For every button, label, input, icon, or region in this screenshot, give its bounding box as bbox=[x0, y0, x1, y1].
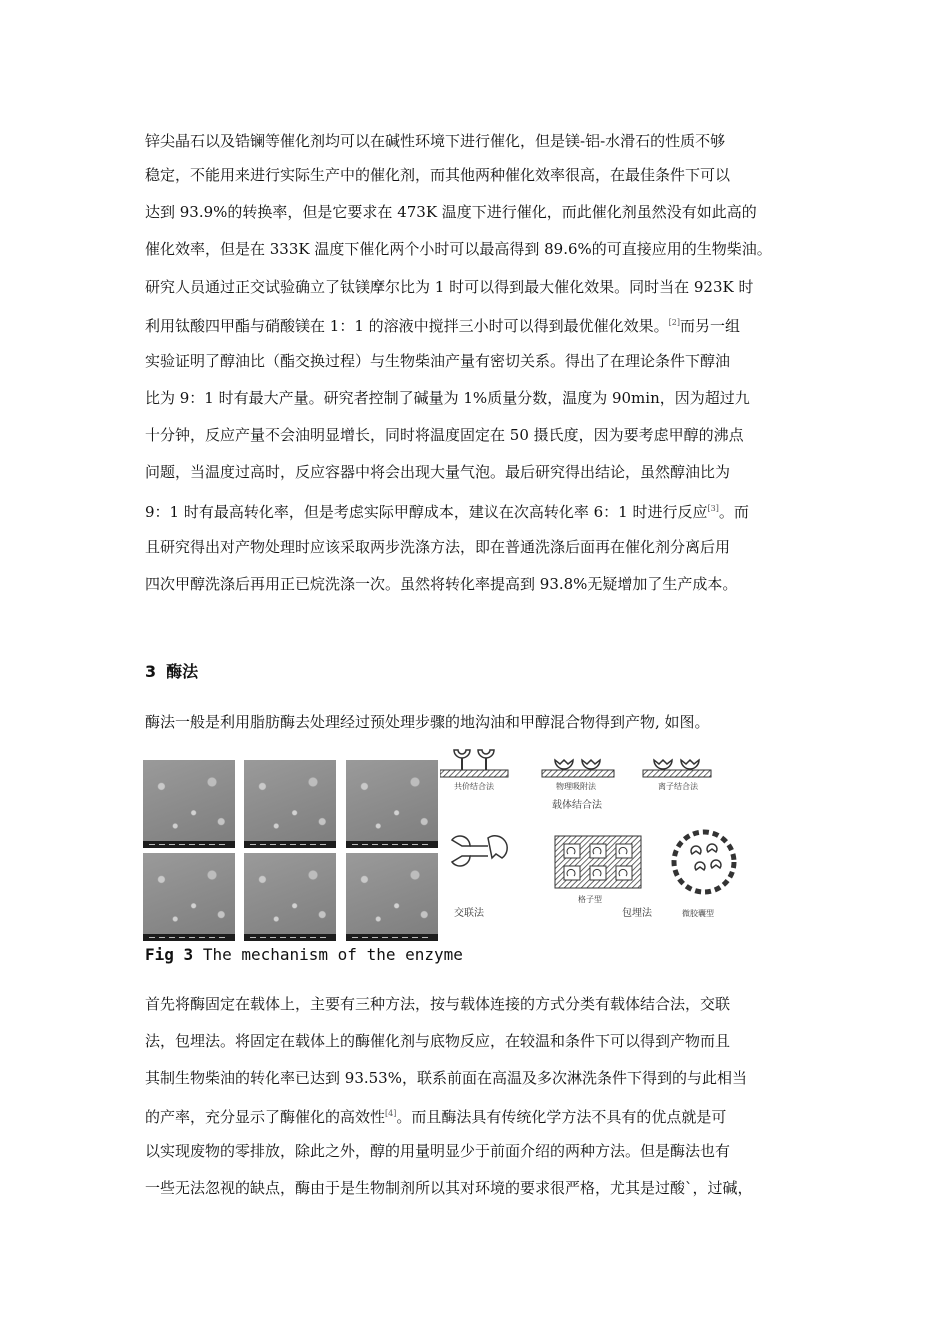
text-line bbox=[145, 313, 740, 336]
text-line: 十分钟，反应产量不会油明显增长，同时将温度固定在 50 摄氏度，因为要考虑甲醇的沸点 bbox=[145, 426, 744, 444]
microcapsule-label: 微胶囊型 bbox=[682, 909, 714, 918]
sem-micrograph-grid bbox=[143, 760, 438, 945]
citation-ref: [4] bbox=[385, 1109, 397, 1118]
figure-number: Fig 3 bbox=[145, 945, 194, 964]
text-run: 利用钛酸四甲酯与硝酸镁在 1：1 的溶液中搅拌三小时可以得到最优催化效果。 bbox=[145, 317, 669, 335]
sem-image bbox=[143, 760, 235, 848]
covalent-label: 共价结合法 bbox=[454, 782, 494, 791]
text-line: 首先将酶固定在载体上，主要有三种方法，按与载体连接的方式分类有载体结合法，交联 bbox=[145, 995, 731, 1013]
text-line bbox=[145, 499, 749, 522]
microcapsule-icon bbox=[674, 832, 734, 892]
ionic-binding-icon bbox=[643, 760, 711, 777]
text-run: 。而 bbox=[718, 503, 749, 521]
citation-ref: [3] bbox=[707, 504, 719, 513]
text-line: 实验证明了醇油比（酯交换过程）与生物柴油产量有密切关系。得出了在理论条件下醇油 bbox=[145, 352, 731, 370]
text-line: 四次甲醇洗涤后再用正已烷洗涤一次。虽然将转化率提高到 93.8%无疑增加了生产成本。 bbox=[145, 575, 738, 593]
sem-image bbox=[244, 760, 336, 848]
text-run: 的产率，充分显示了酶催化的高效性 bbox=[145, 1108, 386, 1126]
sem-image bbox=[346, 853, 438, 941]
physical-adsorption-icon bbox=[542, 760, 614, 777]
crosslink-icon bbox=[452, 836, 507, 866]
figure-caption-text: The mechanism of the enzyme bbox=[202, 945, 463, 964]
ionic-label: 离子结合法 bbox=[658, 782, 698, 791]
text-line: 稳定，不能用来进行实际生产中的催化剂，而其他两种催化效率很高，在最佳条件下可以 bbox=[145, 166, 731, 184]
text-run: 而另一组 bbox=[679, 317, 740, 335]
citation-ref: [2] bbox=[668, 318, 680, 327]
crosslink-label: 交联法 bbox=[454, 908, 484, 919]
text-line: 法，包埋法。将固定在载体上的酶催化剂与底物反应，在较温和条件下可以得到产物而且 bbox=[145, 1032, 731, 1050]
carrier-binding-label: 载体结合法 bbox=[552, 800, 602, 811]
section-heading bbox=[145, 661, 198, 683]
section-number: 3 bbox=[145, 662, 157, 681]
text-line: 一些无法忽视的缺点，酶由于是生物制剂所以其对环境的要求很严格，尤其是过酸`，过碱， bbox=[145, 1179, 753, 1197]
text-run: 9：1 时有最高转化率，但是考虑实际甲醇成本，建议在次高转化率 6：1 时进行反应 bbox=[145, 503, 708, 521]
lattice-label: 格子型 bbox=[578, 895, 602, 904]
text-line: 催化效率，但是在 333K 温度下催化两个小时可以最高得到 89.6%的可直接应用的生物柴油。 bbox=[145, 240, 772, 258]
figure-caption bbox=[145, 945, 463, 965]
enzyme-diagram-svg bbox=[440, 740, 760, 925]
text-line: 锌尖晶石以及锆镧等催化剂均可以在碱性环境下进行催化，但是镁-铝-水滑石的性质不够 bbox=[145, 132, 726, 150]
text-line: 其制生物柴油的转化率已达到 93.53%，联系前面在高温及多次淋洗条件下得到的与此相当 bbox=[145, 1069, 747, 1087]
text-line bbox=[145, 1104, 726, 1127]
sem-image bbox=[143, 853, 235, 941]
physical-label: 物理吸附法 bbox=[556, 782, 596, 791]
text-line: 酶法一般是利用脂肪酶去处理经过预处理步骤的地沟油和甲醇混合物得到产物, 如图。 bbox=[145, 713, 710, 731]
text-line: 以实现废物的零排放，除此之外，醇的用量明显少于前面介绍的两种方法。但是酶法也有 bbox=[145, 1142, 731, 1160]
covalent-binding-icon bbox=[440, 750, 508, 777]
text-run: 。而且酶法具有传统化学方法不具有的优点就是可 bbox=[396, 1108, 727, 1126]
text-line: 问题，当温度过高时，反应容器中将会出现大量气泡。最后研究得出结论，虽然醇油比为 bbox=[145, 463, 731, 481]
section-title: 酶法 bbox=[166, 662, 199, 681]
lattice-entrapment-icon bbox=[555, 836, 641, 888]
enzyme-immobilization-diagram bbox=[440, 740, 760, 925]
text-line: 研究人员通过正交试验确立了钛镁摩尔比为 1 时可以得到最大催化效果。同时当在 923K 时 bbox=[145, 278, 754, 296]
sem-image bbox=[244, 853, 336, 941]
entrapment-label: 包埋法 bbox=[622, 908, 652, 919]
text-line: 比为 9：1 时有最大产量。研究者控制了碱量为 1%质量分数，温度为 90min，因为超过九 bbox=[145, 389, 750, 407]
text-line: 且研究得出对产物处理时应该采取两步洗涤方法，即在普通洗涤后面再在催化剂分离后用 bbox=[145, 538, 731, 556]
sem-image bbox=[346, 760, 438, 848]
text-line: 达到 93.9%的转换率，但是它要求在 473K 温度下进行催化，而此催化剂虽然没有如此高的 bbox=[145, 203, 757, 221]
